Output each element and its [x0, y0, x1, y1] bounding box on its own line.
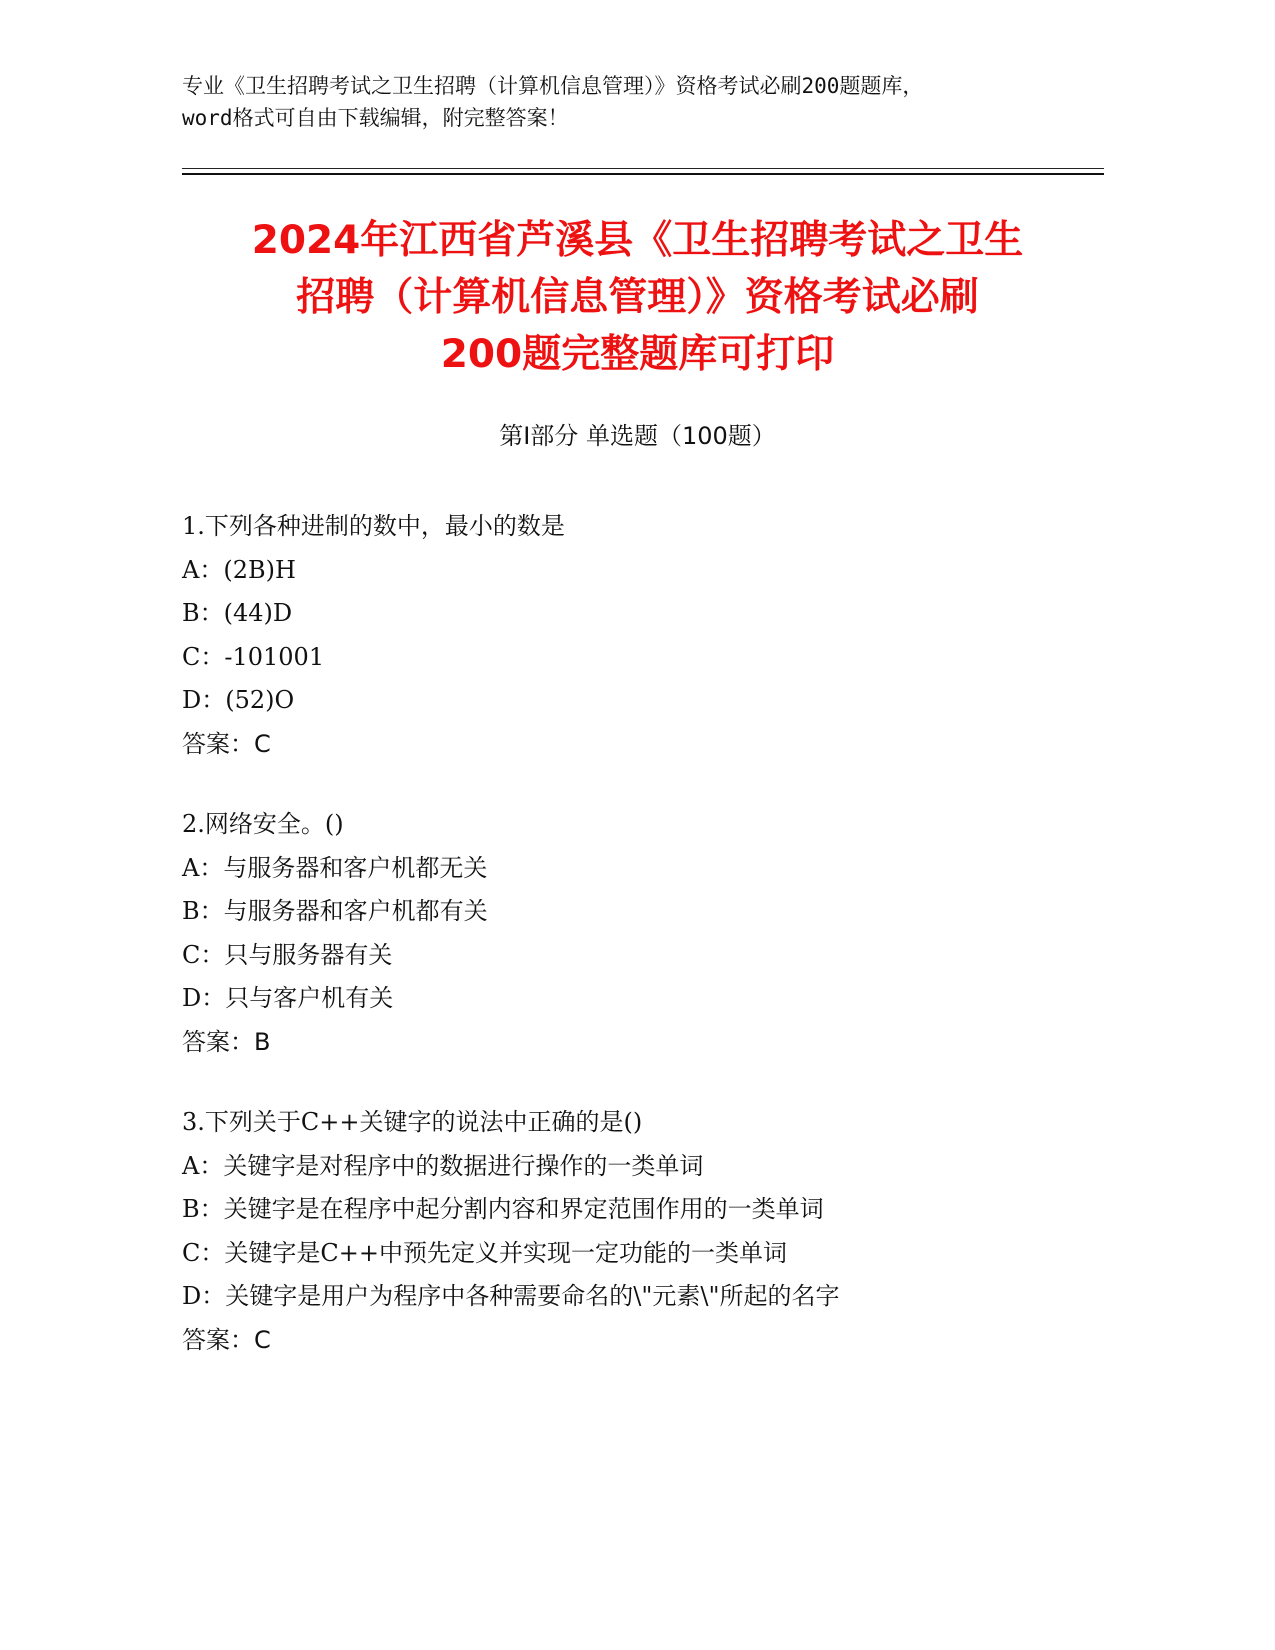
option-a: A：(2B)H [182, 555, 296, 584]
document-title-line-1: 2024年江西省芦溪县《卫生招聘考试之卫生 [251, 218, 1024, 263]
header-divider-thin [182, 168, 1104, 169]
option-c: C：只与服务器有关 [182, 940, 393, 969]
option-b: B：(44)D [182, 599, 293, 627]
option-d: D：(52)O [182, 686, 295, 714]
header-note-line-2: word格式可自由下载编辑，附完整答案！ [182, 106, 569, 130]
question-stem: 1.下列各种进制的数中，最小的数是 [182, 512, 565, 540]
section-title: 第Ⅰ部分 单选题（100题） [499, 422, 776, 450]
option-a: A：与服务器和客户机都无关 [182, 853, 488, 882]
document-title [150, 212, 1125, 383]
question-1 [182, 505, 1122, 766]
option-b: B：关键字是在程序中起分割内容和界定范围作用的一类单词 [182, 1195, 824, 1223]
option-d: D：只与客户机有关 [182, 984, 394, 1012]
option-d: D：关键字是用户为程序中各种需要命名的\"元素\"所起的名字 [182, 1282, 840, 1310]
option-a: A：关键字是对程序中的数据进行操作的一类单词 [182, 1151, 704, 1180]
header-note [182, 70, 1102, 134]
header-divider-thick [182, 173, 1104, 175]
option-c: C：-101001 [182, 642, 325, 671]
document-title-line-3: 200题完整题库可打印 [440, 332, 835, 377]
question-stem: 2.网络安全。() [182, 810, 344, 838]
answer: 答案：C [182, 729, 271, 758]
answer: 答案：C [182, 1325, 271, 1354]
question-stem: 3.下列关于C++关键字的说法中正确的是() [182, 1108, 643, 1136]
answer: 答案：B [182, 1027, 271, 1056]
question-list [182, 505, 1122, 1399]
header-note-line-1: 专业《卫生招聘考试之卫生招聘（计算机信息管理）》资格考试必刷200题题库， [182, 74, 924, 98]
option-b: B：与服务器和客户机都有关 [182, 897, 488, 925]
question-3 [182, 1101, 1122, 1362]
question-2 [182, 803, 1122, 1064]
option-c: C：关键字是C++中预先定义并实现一定功能的一类单词 [182, 1238, 787, 1267]
document-title-line-2: 招聘（计算机信息管理）》资格考试必刷 [296, 275, 979, 320]
